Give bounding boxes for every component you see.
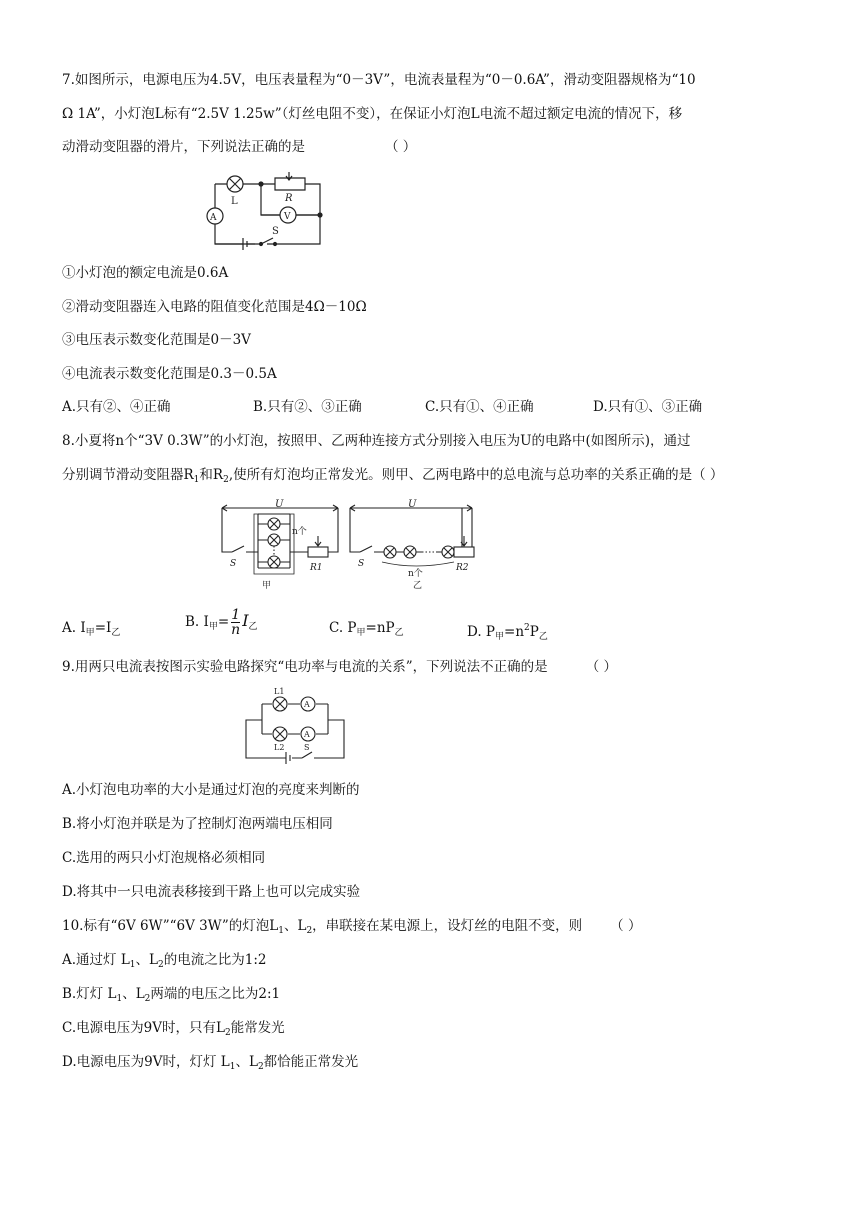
q10-option-a: A.通过灯 $L_1$、$L_2$的电流之比为1:2 [62, 952, 267, 970]
q9-fig-ammeter2-label: A [304, 730, 310, 739]
q7-statement-3: ③电压表示数变化范围是0－3V [62, 332, 251, 348]
q8-option-a: A. $I_甲=I_乙$ [62, 620, 121, 638]
q8-option-b-fraction: $\frac{1}{n}$ [231, 607, 241, 638]
q9-option-d: D.将其中一只电流表移接到干路上也可以完成实验 [62, 884, 361, 900]
q8-option-b: B. $I_甲=$ $\frac{1}{n}$ $I_乙$ [185, 607, 258, 638]
q8-option-c: C. $P_甲=nP_乙$ [329, 620, 404, 638]
q8-option-d: D. $P_甲=n^2P_乙$ [467, 623, 548, 642]
q8-fig-yi-label: 乙 [413, 581, 423, 591]
q7-stem-line1: 7.如图所示，电源电压为4.5V，电压表量程为“0－3V”，电流表量程为“0－0.6A”，滑动变阻器规格为“10 [62, 72, 696, 88]
q10-option-b: B.灯灯 $L_1$、$L_2$两端的电压之比为2:1 [62, 986, 281, 1004]
q8-fig-switch-left: S [230, 559, 237, 569]
q7-statement-1: ①小灯泡的额定电流是0.6A [62, 265, 229, 281]
q7-fig-lamp-label: L [231, 196, 238, 207]
q8-fig-r2-label: R2 [456, 563, 469, 573]
q8-fig-r1-label: R1 [310, 563, 323, 573]
q7-statement-4: ④电流表示数变化范围是0.3－0.5A [62, 366, 277, 382]
q7-circuit-figure [205, 168, 330, 253]
q7-statement-2: ②滑动变阻器连入电路的阻值变化范围是4Ω－10Ω [62, 299, 367, 315]
q8-fig-n-count-left: n个 [292, 527, 307, 537]
q8-stem-line1: 8.小夏将n个“3V 0.3W”的小灯泡，按照甲、乙两种连接方式分别接入电压为U的电路中(如图所示)，通过 [62, 433, 691, 449]
q9-answer-bracket: （ ） [585, 659, 617, 675]
q10-option-d: D.电源电压为9V时，灯灯 $L_1$、$L_2$都恰能正常发光 [62, 1054, 359, 1072]
q8-fig-voltage-left: U [275, 499, 284, 510]
q8-fig-jia-label: 甲 [262, 581, 272, 591]
q10-stem: 10.标有“6V 6W”“6V 3W”的灯泡$L_1$、$L_2$，串联接在某电源上，设灯丝的电阻不变，则 （ ） [62, 918, 642, 936]
q7-option-d: D.只有①、③正确 [593, 399, 703, 415]
q7-fig-ammeter-label: A [210, 213, 217, 223]
q8-fig-switch-right: S [358, 559, 365, 569]
q9-option-c: C.选用的两只小灯泡规格必须相同 [62, 850, 266, 866]
q7-fig-voltmeter-label: V [284, 212, 291, 222]
q7-option-c: C.只有①、④正确 [425, 399, 534, 415]
q9-option-a: A.小灯泡电功率的大小是通过灯泡的亮度来判断的 [62, 782, 360, 798]
q8-fig-voltage-right: U [408, 499, 417, 510]
q8-stem-line2: 分别调节滑动变阻器$R_1$和$R_2$,使所有灯泡均正常发光。则甲、乙两电路中的总电流与总功率的关系正确的是（ ） [62, 467, 724, 485]
q7-stem-line2: Ω 1A”，小灯泡L标有“2.5V 1.25w”（灯丝电阻不变），在保证小灯泡L电流不超过额定电流的情况下，移 [62, 106, 683, 122]
q8-fig-n-count-right: n个 [408, 569, 423, 579]
q7-fig-switch-label: S [272, 226, 279, 237]
q9-circuit-figure [240, 686, 350, 766]
q7-stem-line3: 动滑动变阻器的滑片，下列说法正确的是 （ ） [62, 139, 417, 155]
q9-fig-l1-label: L1 [274, 687, 285, 696]
q8-circuit-figures [210, 496, 490, 596]
q7-answer-bracket: （ ） [385, 139, 417, 155]
q9-fig-l2-label: L2 [274, 743, 285, 752]
q7-option-a: A.只有②、④正确 [62, 399, 171, 415]
q10-answer-bracket: （ ） [610, 918, 642, 934]
q9-fig-switch-label: S [304, 743, 310, 752]
q7-fig-rheostat-label: R [285, 193, 293, 204]
q9-option-b: B.将小灯泡并联是为了控制灯泡两端电压相同 [62, 816, 333, 832]
q9-fig-ammeter1-label: A [304, 700, 310, 709]
q7-option-b: B.只有②、③正确 [253, 399, 362, 415]
q9-stem: 9.用两只电流表按图示实验电路探究“电功率与电流的关系”，下列说法不正确的是 （ ） [62, 659, 617, 675]
q10-option-c: C.电源电压为9V时，只有$L_2$能常发光 [62, 1020, 285, 1038]
